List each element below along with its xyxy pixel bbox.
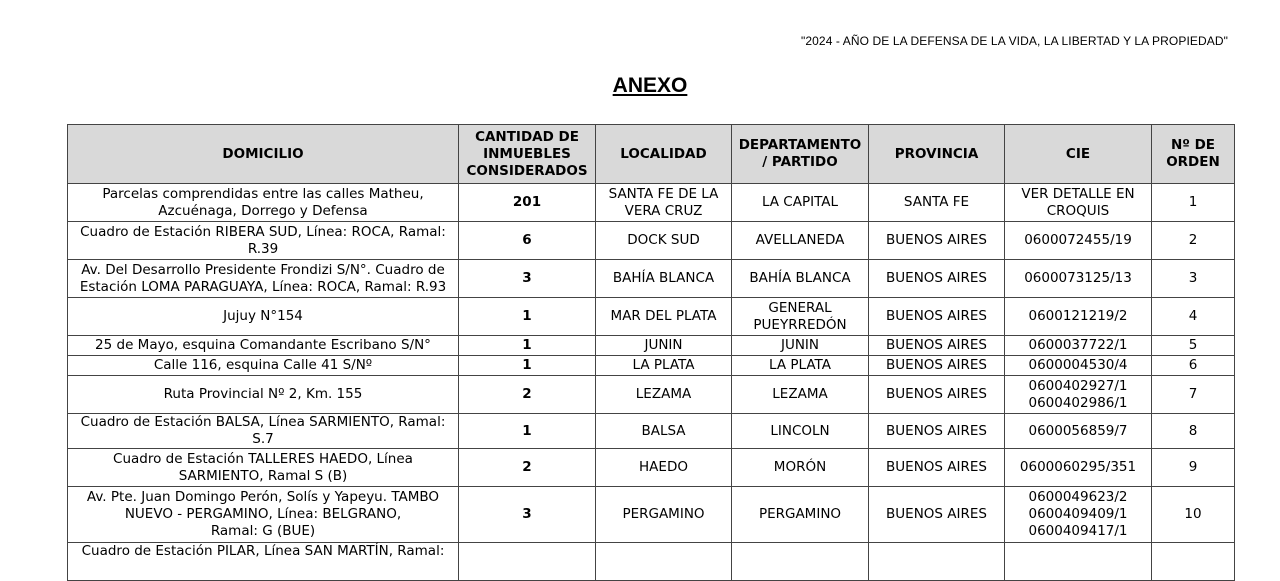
cell-provincia: BUENOS AIRES bbox=[869, 414, 1005, 449]
cell-cie: 0600121219/2 bbox=[1005, 298, 1152, 336]
cell-domicilio: Jujuy N°154 bbox=[68, 298, 459, 336]
cell-departamento: MORÓN bbox=[732, 449, 869, 487]
cell-provincia: BUENOS AIRES bbox=[869, 449, 1005, 487]
cell-departamento: LA CAPITAL bbox=[732, 184, 869, 222]
cell-localidad: JUNIN bbox=[596, 336, 732, 356]
cell-orden: 5 bbox=[1152, 336, 1235, 356]
table-row bbox=[68, 222, 1235, 260]
cell-domicilio: Cuadro de Estación BALSA, Línea SARMIENTO, Ramal: S.7 bbox=[68, 414, 459, 449]
cell-domicilio: Av. Del Desarrollo Presidente Frondizi S/N°. Cuadro de Estación LOMA PARAGUAYA, Línea: ROCA, Ramal: R.93 bbox=[68, 260, 459, 298]
cell-domicilio: 25 de Mayo, esquina Comandante Escribano S/N° bbox=[68, 336, 459, 356]
cell-cie: 0600073125/13 bbox=[1005, 260, 1152, 298]
cell-cantidad: 2 bbox=[459, 449, 596, 487]
cell-cantidad: 6 bbox=[459, 222, 596, 260]
col-header-provincia: PROVINCIA bbox=[869, 125, 1005, 184]
table-row bbox=[68, 449, 1235, 487]
page-title: ANEXO bbox=[612, 74, 688, 97]
cell-cantidad: 1 bbox=[459, 336, 596, 356]
col-header-orden: Nº DE ORDEN bbox=[1152, 125, 1235, 184]
cell-provincia: BUENOS AIRES bbox=[869, 376, 1005, 414]
cell-departamento: LINCOLN bbox=[732, 414, 869, 449]
cell-orden bbox=[1152, 543, 1235, 581]
table-header-row bbox=[68, 125, 1235, 184]
cell-orden: 8 bbox=[1152, 414, 1235, 449]
cell-departamento: PERGAMINO bbox=[732, 487, 869, 543]
cell-domicilio: Av. Pte. Juan Domingo Perón, Solís y Yapeyu. TAMBO NUEVO - PERGAMINO, Línea: BELGRANO, Ramal: G (BUE) bbox=[68, 487, 459, 543]
cell-orden: 4 bbox=[1152, 298, 1235, 336]
cell-localidad: LA PLATA bbox=[596, 356, 732, 376]
cell-domicilio: Calle 116, esquina Calle 41 S/Nº bbox=[68, 356, 459, 376]
cell-cantidad: 1 bbox=[459, 414, 596, 449]
cell-localidad: PERGAMINO bbox=[596, 487, 732, 543]
cell-localidad: MAR DEL PLATA bbox=[596, 298, 732, 336]
cell-cie: 0600056859/7 bbox=[1005, 414, 1152, 449]
table-row bbox=[68, 487, 1235, 543]
cell-domicilio: Cuadro de Estación TALLERES HAEDO, Línea SARMIENTO, Ramal S (B) bbox=[68, 449, 459, 487]
cell-cie: 0600072455/19 bbox=[1005, 222, 1152, 260]
cell-orden: 1 bbox=[1152, 184, 1235, 222]
cell-departamento: LEZAMA bbox=[732, 376, 869, 414]
cell-provincia: BUENOS AIRES bbox=[869, 487, 1005, 543]
col-header-cantidad: CANTIDAD DE INMUEBLES CONSIDERADOS bbox=[459, 125, 596, 184]
cell-cantidad: 3 bbox=[459, 487, 596, 543]
cell-localidad: HAEDO bbox=[596, 449, 732, 487]
cell-cantidad: 1 bbox=[459, 356, 596, 376]
cell-cantidad: 201 bbox=[459, 184, 596, 222]
cell-localidad bbox=[596, 543, 732, 581]
cell-departamento: LA PLATA bbox=[732, 356, 869, 376]
cell-provincia: BUENOS AIRES bbox=[869, 260, 1005, 298]
annex-table bbox=[67, 124, 1235, 581]
cell-domicilio: Cuadro de Estación PILAR, Línea SAN MARTÍN, Ramal: bbox=[68, 543, 459, 581]
table-row bbox=[68, 298, 1235, 336]
col-header-cie: CIE bbox=[1005, 125, 1152, 184]
cell-localidad: DOCK SUD bbox=[596, 222, 732, 260]
table-row bbox=[68, 414, 1235, 449]
cell-departamento bbox=[732, 543, 869, 581]
cell-localidad: BALSA bbox=[596, 414, 732, 449]
cell-cie: 0600402927/1 0600402986/1 bbox=[1005, 376, 1152, 414]
cell-cantidad: 2 bbox=[459, 376, 596, 414]
cell-localidad: BAHÍA BLANCA bbox=[596, 260, 732, 298]
cell-departamento: JUNIN bbox=[732, 336, 869, 356]
cell-departamento: BAHÍA BLANCA bbox=[732, 260, 869, 298]
cell-cantidad: 1 bbox=[459, 298, 596, 336]
table-row bbox=[68, 543, 1235, 581]
col-header-domicilio: DOMICILIO bbox=[68, 125, 459, 184]
cell-cantidad bbox=[459, 543, 596, 581]
cell-cie: 0600060295/351 bbox=[1005, 449, 1152, 487]
cell-orden: 3 bbox=[1152, 260, 1235, 298]
cell-domicilio: Parcelas comprendidas entre las calles Matheu, Azcuénaga, Dorrego y Defensa bbox=[68, 184, 459, 222]
cell-localidad: LEZAMA bbox=[596, 376, 732, 414]
cell-cantidad: 3 bbox=[459, 260, 596, 298]
cell-orden: 9 bbox=[1152, 449, 1235, 487]
table-row bbox=[68, 184, 1235, 222]
cell-orden: 2 bbox=[1152, 222, 1235, 260]
table-row bbox=[68, 260, 1235, 298]
document-motto: "2024 - AÑO DE LA DEFENSA DE LA VIDA, LA LIBERTAD Y LA PROPIEDAD" bbox=[801, 34, 1228, 48]
cell-domicilio: Cuadro de Estación RIBERA SUD, Línea: ROCA, Ramal: R.39 bbox=[68, 222, 459, 260]
table-row bbox=[68, 356, 1235, 376]
cell-orden: 10 bbox=[1152, 487, 1235, 543]
cell-cie: 0600049623/2 0600409409/1 0600409417/1 bbox=[1005, 487, 1152, 543]
cell-provincia: BUENOS AIRES bbox=[869, 336, 1005, 356]
cell-provincia: BUENOS AIRES bbox=[869, 222, 1005, 260]
cell-provincia: SANTA FE bbox=[869, 184, 1005, 222]
col-header-localidad: LOCALIDAD bbox=[596, 125, 732, 184]
cell-provincia: BUENOS AIRES bbox=[869, 298, 1005, 336]
table-row bbox=[68, 376, 1235, 414]
cell-cie bbox=[1005, 543, 1152, 581]
cell-cie: VER DETALLE EN CROQUIS bbox=[1005, 184, 1152, 222]
cell-localidad: SANTA FE DE LA VERA CRUZ bbox=[596, 184, 732, 222]
cell-provincia: BUENOS AIRES bbox=[869, 356, 1005, 376]
cell-orden: 6 bbox=[1152, 356, 1235, 376]
cell-cie: 0600037722/1 bbox=[1005, 336, 1152, 356]
table-row bbox=[68, 336, 1235, 356]
cell-departamento: AVELLANEDA bbox=[732, 222, 869, 260]
cell-departamento: GENERAL PUEYRREDÓN bbox=[732, 298, 869, 336]
cell-orden: 7 bbox=[1152, 376, 1235, 414]
cell-provincia bbox=[869, 543, 1005, 581]
cell-domicilio: Ruta Provincial Nº 2, Km. 155 bbox=[68, 376, 459, 414]
cell-cie: 0600004530/4 bbox=[1005, 356, 1152, 376]
col-header-departamento: DEPARTAMENTO / PARTIDO bbox=[732, 125, 869, 184]
